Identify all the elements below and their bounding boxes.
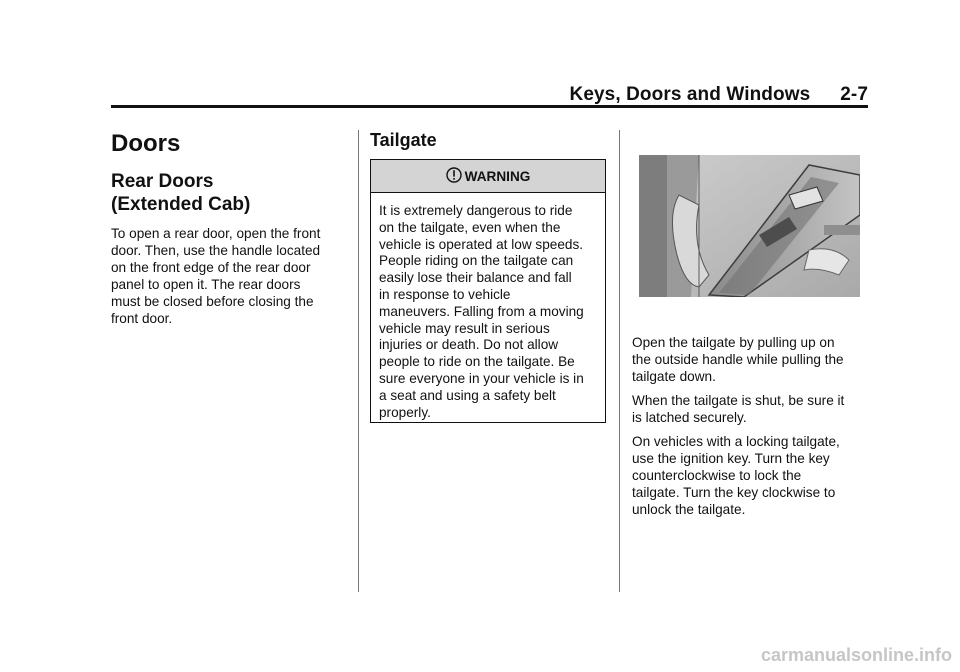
text-line: unlock the tailgate. [632, 502, 746, 517]
text-line: sure everyone in your vehicle is in [379, 370, 584, 386]
text-line: vehicle may result in serious [379, 320, 550, 336]
running-header [111, 84, 868, 106]
text-line: must be closed before closing the [111, 294, 314, 309]
text-line: Open the tailgate by pulling up on [632, 335, 835, 350]
subheading-line-1: Rear Doors [111, 171, 214, 192]
paragraph-lock [632, 433, 868, 518]
warning-header [371, 160, 605, 193]
subheading-line-2: (Extended Cab) [111, 194, 251, 215]
header-rule [111, 105, 868, 108]
text-line: people to ride on the tailgate. Be [379, 354, 575, 370]
text-line: It is extremely dangerous to ride [379, 203, 573, 218]
middle-column [370, 130, 606, 151]
text-line: panel to open it. The rear doors [111, 277, 301, 292]
text-line: injuries or death. Do not allow [379, 337, 559, 353]
section-heading: Tailgate [370, 130, 437, 150]
warning-label: WARNING [464, 168, 531, 184]
text-line: To open a rear door, open the front [111, 226, 321, 241]
text-line: use the ignition key. Turn the key [632, 451, 830, 466]
text-line: maneuvers. Falling from a moving [379, 303, 584, 319]
text-line: in response to vehicle [379, 286, 511, 302]
page-number: 2-7 [840, 84, 868, 105]
page-title: Doors [111, 130, 181, 157]
column-divider-2 [619, 130, 620, 592]
text-line: On vehicles with a locking tailgate, [632, 434, 840, 449]
column-divider-1 [358, 130, 359, 592]
rear-doors-text [111, 225, 347, 327]
text-line: tailgate. Turn the key clockwise to [632, 485, 836, 500]
watermark: carmanualsonline.info [760, 645, 952, 665]
text-line: counterclockwise to lock the [632, 468, 802, 483]
text-line: a seat and using a safety belt [379, 387, 556, 403]
right-column [632, 334, 868, 525]
warning-triangle-icon [446, 167, 462, 186]
text-line: tailgate down. [632, 369, 716, 384]
text-line: vehicle is operated at low speeds. [379, 236, 584, 252]
text-line: properly. [379, 404, 431, 420]
paragraph-open [632, 334, 868, 385]
text-line: on the tailgate, even when the [379, 219, 561, 235]
paragraph-latched [632, 392, 868, 426]
text-line: on the front edge of the rear door [111, 260, 311, 275]
left-column [111, 130, 347, 327]
text-line: easily lose their balance and fall [379, 270, 572, 286]
warning-box [370, 159, 606, 423]
warning-text [371, 193, 605, 421]
text-line: When the tailgate is shut, be sure it [632, 393, 845, 408]
text-line: front door. [111, 311, 173, 326]
tailgate-photo [639, 155, 860, 297]
text-line: is latched securely. [632, 410, 747, 425]
text-line: the outside handle while pulling the [632, 352, 844, 367]
section-title: Keys, Doors and Windows [569, 84, 811, 105]
text-line: door. Then, use the handle located [111, 243, 321, 258]
text-line: People riding on the tailgate can [379, 253, 574, 269]
